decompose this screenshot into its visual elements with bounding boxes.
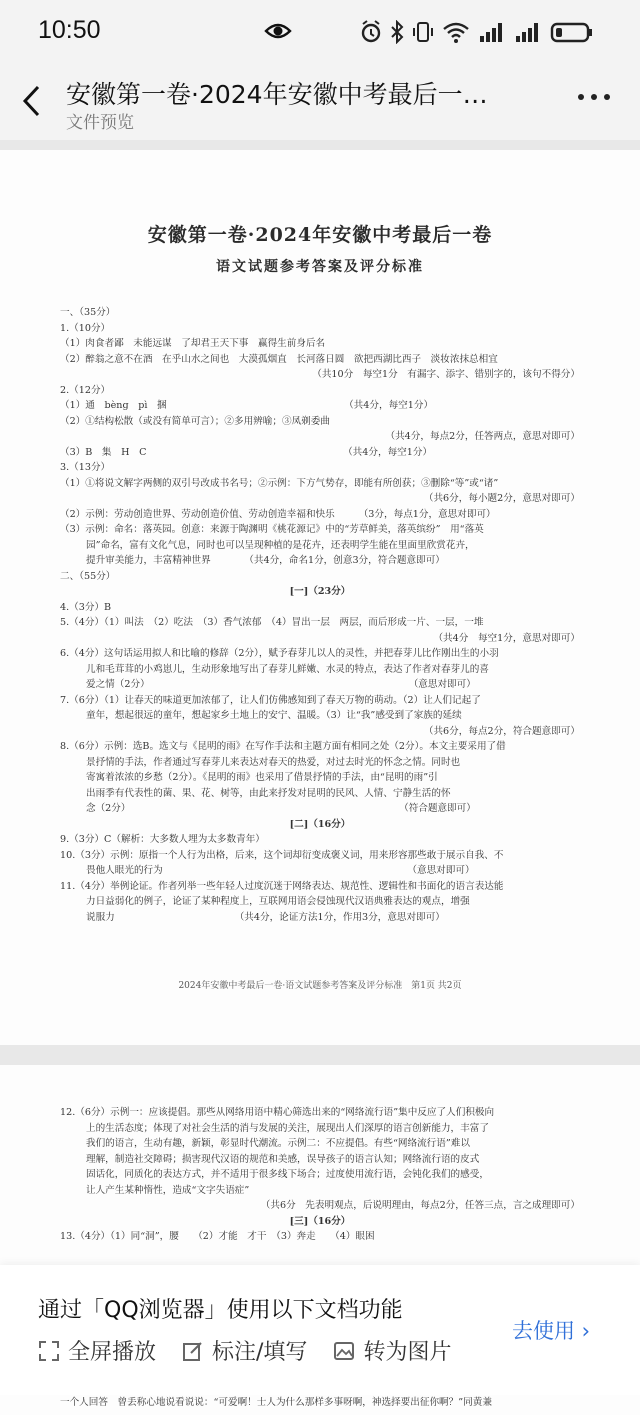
doc-line: （共4分，每点2分，任答两点，意思对即可） xyxy=(385,431,580,442)
doc-line: （共6分 先表明观点，后说明理由，每点2分，任答三点，言之成理即可） xyxy=(260,1200,580,1211)
doc-line: 畏他人眼光的行为 （意思对即可） xyxy=(86,865,475,876)
doc-line: 爱之情（2分） （意思对即可） xyxy=(86,679,476,690)
doc-line: 一、（35分） xyxy=(60,307,116,318)
doc-line: 11.（4分）举例论证。作者列举一些年轻人过度沉迷于网络表达、规范性、逻辑性和书面化的语言表达能 xyxy=(60,880,504,892)
doc-line: 上的生活态度；体现了对社会生活的消与发展的关注，展现出人们深厚的语言创新能力，丰富了 xyxy=(86,1122,489,1134)
doc-line: 8.（6分）示例：选B。选文与《昆明的雨》在写作手法和主题方面有相同之处（2分）。本文主要采用了借 xyxy=(60,741,506,752)
doc-line: 出雨季有代表性的菌、果、花、树等，由此来抒发对昆明的民风、人情、宁静生活的怀 xyxy=(86,787,451,799)
doc-line: （2）醉翁之意不在酒 在乎山水之间也 大漠孤烟直 长河落日圆 欲把西湖比西子 淡妆浓抹总相宜 xyxy=(60,353,498,365)
go-use-label: 去使用 xyxy=(512,1319,575,1343)
doc-line: （3）示例：命名：落英园。创意：来源于陶渊明《桃花源记》中的“芳草鲜美，落英缤纷” 用“落英 xyxy=(60,524,484,535)
signal-icon xyxy=(478,20,506,44)
doc-line: 一个人回答 曾丢称心地说看说说：“可爱啊！士人为什么那样多事呀啊，神选择要出征你啊？”同黄兼 xyxy=(60,1397,492,1408)
doc-line: 力日益弱化的例子，论证了某种程度上，互联网用语会侵蚀现代汉语典雅表达的观点，增强 xyxy=(86,896,470,907)
doc-line: 说服力 （共4分，论证方法1分，作用3分，意思对即可） xyxy=(86,911,445,923)
back-arrow-icon[interactable] xyxy=(18,84,48,118)
doc-line: 2.（12分） xyxy=(60,384,111,396)
image-icon xyxy=(333,1340,355,1362)
banner-text: 通过「QQ浏览器」使用以下文档功能 xyxy=(38,1298,403,1323)
document-viewer[interactable] xyxy=(0,140,640,1415)
edit-icon xyxy=(182,1340,204,1362)
fullscreen-icon xyxy=(38,1340,60,1362)
doc-line: （共6分，每点2分，符合题意即可） xyxy=(423,725,580,737)
doc-line: （2）①结构松散（或没有简单可言）；②多用辨喻；③凤剃委曲 xyxy=(60,415,330,427)
convert-image-button[interactable] xyxy=(333,1335,451,1366)
more-options-icon[interactable] xyxy=(578,94,612,106)
doc-line: 童年，想起很远的童年，想起家乡土地上的安宁、温暖。（3）让“我”感受到了家族的延续 xyxy=(86,710,462,721)
doc-line: 3.（13分） xyxy=(60,462,111,473)
doc-line: 固话化，同质化的表达方式，并不适用于很多线下场合；过度使用流行语，会钝化我们的感受， xyxy=(86,1169,489,1180)
doc-line: 园”命名，富有文化气息，同时也可以呈现种植的是花卉，还表明学生能在里面里欣赏花卉， xyxy=(86,539,475,551)
doc-line: 景抒情的手法，作者通过写春芽儿来表达对春天的热爱，对过去时光的怀念之情。同时也 xyxy=(86,756,461,768)
doc-line: 我们的语言，生动有趣，新颖，彰显时代潮流。示例二：不应提倡。有些“网络流行语”难以 xyxy=(86,1138,470,1149)
convert-image-label: 转为图片 xyxy=(363,1340,452,1365)
fullscreen-play-button[interactable] xyxy=(38,1335,156,1366)
doc-line: （共10分 每空1分 有漏字、添字、错别字的，该句不得分） xyxy=(312,369,580,380)
doc-line: 13.（4分）（1）同“洞”，腰 （2）才能 才干 （3）奔走 （4）眼困 xyxy=(60,1231,375,1242)
fullscreen-label: 全屏播放 xyxy=(68,1340,157,1365)
document-subtitle: 文件预览 xyxy=(66,113,134,133)
title-bar xyxy=(0,64,640,140)
doc-line: （1）①将说文解字两侧的双引号改成书名号；②示例：下方气势存，即能有所创获；③删除“等”或“诸” xyxy=(60,477,499,489)
doc-line: [二]（16分） xyxy=(289,818,351,830)
doc-line: （共6分，每小题2分，意思对即可） xyxy=(423,493,580,504)
battery-icon xyxy=(550,20,594,44)
doc-line: 提升审美能力，丰富精神世界 （共4分，命名1分，创意3分，符合题意即可） xyxy=(86,555,445,566)
document-continuation xyxy=(0,1395,640,1415)
alarm-icon xyxy=(360,20,382,44)
status-bar xyxy=(0,0,640,64)
wifi-icon xyxy=(442,20,470,44)
doc-body xyxy=(60,305,580,925)
document-title: 安徽第一卷·2024年安徽中考最后一… xyxy=(66,80,488,109)
doc-line: 4.（3分）B xyxy=(60,601,112,613)
browser-promo-banner xyxy=(0,1265,640,1395)
doc-line: 10.（3分）示例：原指一个人行为出格，后来，这个词却衍变成褒义词，用来形容那些敢于展示自我、不 xyxy=(60,849,504,861)
go-use-button[interactable]: 去使用 › xyxy=(512,1319,591,1343)
doc-body-page-2 xyxy=(60,1105,580,1245)
annotate-label: 标注/填写 xyxy=(212,1340,308,1365)
doc-line: （3）B 集 H C （共4分，每空1分） xyxy=(60,446,433,458)
doc-line: 6.（4分）这句话运用拟人和比喻的修辞（2分），赋予春芽儿以人的灵性，并把春芽儿比作刚出生的小羽 xyxy=(60,648,499,659)
signal-icon xyxy=(514,20,542,44)
doc-line: （2）示例：劳动创造世界、劳动创造价值、劳动创造幸福和快乐 （3分，每点1分，意思对即可） xyxy=(60,508,496,520)
vibrate-icon xyxy=(412,20,434,44)
document-page-1 xyxy=(0,150,640,1045)
doc-line: 7.（6分）（1）让春天的味道更加浓郁了，让人们仿佛感知到了春天万物的萌动。（2）让人们记起了 xyxy=(60,694,481,706)
doc-line: （1）通 bèng pì 捆 （共4分，每空1分） xyxy=(60,400,434,411)
page-footer: 2024年安徽中考最后一卷·语文试题参考答案及评分标准 第1页 共2页 xyxy=(178,981,462,991)
doc-line: 二、（55分） xyxy=(60,570,116,582)
status-icons xyxy=(360,18,594,46)
banner-features xyxy=(38,1335,451,1366)
doc-line: [三]（16分） xyxy=(289,1215,351,1227)
doc-line: 5.（4分）（1）叫法 （2）吃法 （3）香气浓郁 （4）冒出一层 两层，而后形成一片、一层，一堆 xyxy=(60,617,484,628)
doc-line: （共4分 每空1分，意思对即可） xyxy=(433,632,580,644)
bluetooth-icon xyxy=(390,20,404,44)
doc-line: 念（2分） （符合题意即可） xyxy=(86,803,476,814)
doc-line: （1）肉食者鄙 未能远谋 了却君王天下事 赢得生前身后名 xyxy=(60,338,326,349)
doc-subtitle: 语文试题参考答案及评分标准 xyxy=(216,259,424,275)
status-time: 10:50 xyxy=(38,16,101,44)
doc-line: 1.（10分） xyxy=(60,322,111,334)
doc-line: [一]（23分） xyxy=(289,586,351,597)
doc-line: 让人产生某种惰性，造成“文字失语症” xyxy=(86,1184,250,1196)
doc-line: 寄寓着浓浓的乡愁（2分）。《昆明的雨》也采用了借景抒情的手法，由“昆明的雨”引 xyxy=(86,772,438,783)
doc-title: 安徽第一卷·2024年安徽中考最后一卷 xyxy=(147,224,493,246)
doc-line: 理解，制造社交障碍；损害现代汉语的规范和美感，误导孩子的语言认知；网络流行语的皮式 xyxy=(86,1153,480,1165)
doc-line: 儿和毛茸茸的小鸡崽儿，生动形象地写出了春芽儿鲜嫩、水灵的特点，表达了作者对春芽儿的喜 xyxy=(86,663,489,675)
eye-icon xyxy=(264,18,292,44)
doc-line: 9.（3分）C（解析：大多数人埋为太多数青年） xyxy=(60,834,265,845)
doc-line: 12.（6分）示例一：应该提倡。那些从网络用语中精心筛选出来的“网络流行语”集中反应了人们积极向 xyxy=(60,1107,495,1118)
annotate-fill-button[interactable] xyxy=(182,1335,307,1366)
